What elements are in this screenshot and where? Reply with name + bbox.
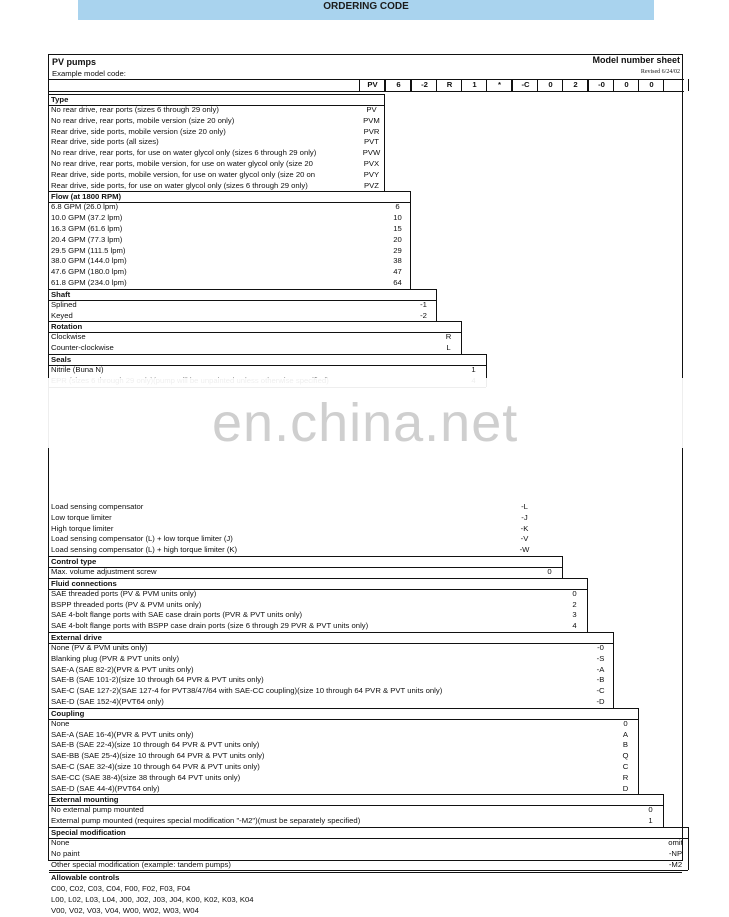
column-guide bbox=[562, 79, 563, 91]
option-label: SAE-BB (SAE 25-4)(size 10 through 64 PVR & PVT units only) bbox=[51, 751, 265, 761]
option-code: -NP bbox=[668, 848, 683, 858]
option-code: 64 bbox=[393, 278, 402, 287]
option-code: PVZ bbox=[364, 180, 379, 190]
header-code-cell: -2 bbox=[411, 79, 437, 91]
section-right-rule bbox=[562, 556, 563, 578]
control-option-label: Load sensing compensator (L) + high torque limiter (K) bbox=[51, 545, 238, 555]
option-code: 0 bbox=[572, 588, 577, 598]
option-label: 29.5 GPM (111.5 lpm) bbox=[51, 245, 126, 255]
section-right-rule bbox=[587, 578, 588, 632]
column-guide bbox=[384, 79, 385, 91]
section-right-rule bbox=[410, 191, 411, 288]
option-code: PVT bbox=[364, 137, 379, 147]
option-code: Q bbox=[622, 751, 629, 761]
option-code: -0 bbox=[597, 643, 604, 652]
column-guide bbox=[410, 79, 411, 91]
option-label: None bbox=[51, 718, 70, 728]
option-label: None (PV & PVM units only) bbox=[51, 643, 148, 652]
header-code-cell: PV bbox=[359, 79, 385, 91]
section-right-rule bbox=[613, 632, 614, 708]
option-code: -S bbox=[596, 653, 605, 663]
section-right-rule bbox=[638, 708, 639, 795]
option-code: 29 bbox=[393, 245, 402, 255]
model-number-sheet bbox=[48, 54, 683, 915]
option-label: 20.4 GPM (77.3 lpm) bbox=[51, 234, 123, 244]
option-code: -B bbox=[596, 675, 605, 685]
column-guide bbox=[436, 79, 437, 91]
column-guide bbox=[511, 79, 512, 91]
column-guide bbox=[663, 79, 664, 91]
control-option-label: Low torque limiter bbox=[51, 512, 112, 522]
option-code: 1 bbox=[471, 365, 476, 374]
option-code: PVY bbox=[363, 169, 380, 179]
column-guide bbox=[638, 79, 639, 91]
control-option-code: -L bbox=[521, 502, 528, 511]
column-guide bbox=[613, 79, 614, 91]
control-option-code: -W bbox=[519, 545, 530, 555]
option-label: Rear drive, side ports, mobile version, for use on water glycol only (size 20 on bbox=[51, 169, 316, 179]
option-label: BSPP threaded ports (PV & PVM units only) bbox=[51, 599, 202, 609]
option-label: None bbox=[51, 838, 70, 847]
option-code: R bbox=[445, 332, 452, 342]
option-label: No rear drive, rear ports (sizes 6 through 29 only) bbox=[51, 105, 219, 114]
header-code-cell: 0 bbox=[537, 79, 563, 91]
option-label: SAE 4-bolt flange ports with SAE case drain ports (PVR & PVT units only) bbox=[51, 610, 303, 620]
section-right-rule bbox=[461, 321, 462, 354]
header-code-cell: R bbox=[436, 79, 462, 91]
control-option-label: High torque limiter bbox=[51, 523, 114, 533]
option-label: No rear drive, rear ports, mobile version, for use on water glycol only (size 20 bbox=[51, 159, 313, 168]
option-label: 16.3 GPM (61.6 lpm) bbox=[51, 224, 123, 233]
header-code-cell: 2 bbox=[562, 79, 588, 91]
allowable-controls-line: V00, V02, V03, V04, W00, W02, W03, W04 bbox=[51, 906, 199, 915]
section-header: Fluid connections bbox=[49, 578, 587, 590]
option-code: -D bbox=[596, 697, 605, 706]
option-code: 6 bbox=[395, 202, 400, 212]
option-code: 0 bbox=[648, 805, 653, 815]
sheet-right-title: Model number sheet bbox=[592, 55, 680, 65]
option-code: -A bbox=[596, 664, 605, 674]
option-label: 47.6 GPM (180.0 lpm) bbox=[51, 267, 127, 277]
section-right-rule bbox=[384, 94, 385, 191]
ordering-code-banner: ORDERING CODE bbox=[78, 0, 654, 20]
header-code-cell: 0 bbox=[613, 79, 639, 91]
option-label: 10.0 GPM (37.2 lpm) bbox=[51, 213, 123, 223]
option-code: -C bbox=[596, 686, 605, 696]
option-code: C bbox=[622, 762, 629, 771]
header-code-cell: * bbox=[486, 79, 512, 91]
section-right-rule bbox=[663, 794, 664, 827]
option-label: SAE-A (SAE 82-2)(PVR & PVT units only) bbox=[51, 664, 194, 674]
option-label: Max. volume adjustment screw bbox=[51, 567, 157, 576]
option-label: Keyed bbox=[51, 310, 73, 320]
section-header: Seals bbox=[49, 354, 486, 366]
column-guide bbox=[587, 79, 588, 91]
option-code: 2 bbox=[572, 599, 577, 609]
watermark-text: en.china.net bbox=[212, 393, 519, 453]
header-rule bbox=[49, 79, 684, 80]
header-code-cell: -C bbox=[512, 79, 538, 91]
option-code: 0 bbox=[547, 567, 552, 576]
option-code: -1 bbox=[420, 299, 427, 309]
option-code: B bbox=[622, 740, 629, 750]
allowable-controls-title: Allowable controls bbox=[49, 872, 682, 883]
section-header: Control type bbox=[49, 556, 562, 568]
option-label: SAE-B (SAE 22-4)(size 10 through 64 PVR & PVT units only) bbox=[51, 740, 260, 750]
allowable-controls-line: C00, C02, C03, C04, F00, F02, F03, F04 bbox=[51, 884, 191, 894]
option-label: SAE-D (SAE 152-4)(PVT64 only) bbox=[51, 697, 164, 706]
option-label: Nitrile (Buna N) bbox=[51, 365, 104, 374]
option-label: Rear drive, side ports, mobile version (size 20 only) bbox=[51, 126, 226, 136]
option-code: omit bbox=[668, 838, 683, 847]
column-guide bbox=[486, 79, 487, 91]
column-guide bbox=[688, 79, 689, 91]
header-rule-bottom bbox=[49, 91, 684, 92]
option-code: 47 bbox=[393, 267, 402, 277]
option-code: 4 bbox=[572, 621, 577, 631]
section-header: Shaft bbox=[49, 289, 436, 301]
header-code-cell: -0 bbox=[588, 79, 614, 91]
option-label: Clockwise bbox=[51, 332, 86, 342]
option-code: 15 bbox=[393, 224, 402, 233]
option-code: D bbox=[622, 783, 629, 793]
option-label: Counter-clockwise bbox=[51, 343, 114, 353]
control-option-code: -J bbox=[521, 512, 528, 522]
section-header: Special modification bbox=[49, 827, 688, 839]
column-guide bbox=[461, 79, 462, 91]
allowable-controls-line: L00, L02, L03, L04, J00, J02, J03, J04, K00, K02, K03, K04 bbox=[51, 895, 254, 905]
option-label: 6.8 GPM (26.0 lpm) bbox=[51, 202, 119, 212]
option-code: R bbox=[622, 772, 629, 782]
header-code-cell: 0 bbox=[638, 79, 664, 91]
option-label: SAE-C (SAE 32-4)(size 10 through 64 PVR & PVT units only) bbox=[51, 762, 260, 771]
control-option-label: Load sensing compensator (L) + low torque limiter (J) bbox=[51, 534, 233, 544]
option-label: SAE-C (SAE 127-2)(SAE 127-4 for PVT38/47/64 with SAE-CC coupling)(size 10 through 64 PVR & PVT units only) bbox=[51, 686, 443, 696]
option-code: PVM bbox=[363, 115, 380, 125]
option-label: No rear drive, rear ports, mobile version (size 20 only) bbox=[51, 115, 235, 125]
option-label: No rear drive, rear ports, for use on water glycol only (sizes 6 through 29 only) bbox=[51, 148, 317, 158]
option-code: 1 bbox=[648, 816, 653, 826]
option-label: SAE-CC (SAE 38-4)(size 38 through 64 PVT units only) bbox=[51, 772, 241, 782]
option-code: PV bbox=[366, 105, 377, 114]
section-header: Type bbox=[49, 94, 384, 106]
section-header: External mounting bbox=[49, 794, 663, 806]
header-code-cell: 1 bbox=[461, 79, 487, 91]
section-right-rule bbox=[436, 289, 437, 322]
example-label: Example model code: bbox=[52, 69, 126, 78]
option-label: No external pump mounted bbox=[51, 805, 144, 815]
section-header: Flow (at 1800 RPM) bbox=[49, 191, 410, 203]
option-code: 38 bbox=[393, 256, 402, 266]
sheet-title: PV pumps bbox=[52, 57, 97, 67]
option-label: Rear drive, side ports, for use on water glycol only (sizes 6 through 29 only) bbox=[51, 180, 308, 190]
option-label: SAE-D (SAE 44-4)(PVT64 only) bbox=[51, 783, 160, 793]
option-label: Other special modification (example: tandem pumps) bbox=[51, 859, 231, 869]
option-code: 10 bbox=[393, 213, 402, 223]
control-option-code: -K bbox=[520, 523, 529, 533]
option-code: PVW bbox=[362, 148, 381, 158]
option-code: 0 bbox=[623, 718, 628, 728]
option-code: 20 bbox=[393, 234, 402, 244]
column-guide bbox=[537, 79, 538, 91]
option-label: Splined bbox=[51, 299, 77, 309]
option-code: PVR bbox=[363, 126, 380, 136]
section-header: Coupling bbox=[49, 708, 638, 720]
option-label: Blanking plug (PVR & PVT units only) bbox=[51, 653, 180, 663]
option-label: SAE threaded ports (PV & PVM units only) bbox=[51, 588, 197, 598]
section-header: Rotation bbox=[49, 321, 461, 333]
option-code: PVX bbox=[363, 159, 380, 168]
option-code: 3 bbox=[572, 610, 577, 620]
section-header: External drive bbox=[49, 632, 613, 644]
option-label: 61.8 GPM (234.0 lpm) bbox=[51, 278, 127, 287]
option-label: SAE-B (SAE 101-2)(size 10 through 64 PVR & PVT units only) bbox=[51, 675, 264, 685]
section-bottom-rule bbox=[49, 870, 688, 871]
option-label: SAE-A (SAE 16-4)(PVR & PVT units only) bbox=[51, 729, 194, 739]
revised-date: Revised 6/24/02 bbox=[640, 69, 680, 75]
option-label: No paint bbox=[51, 848, 80, 858]
section-right-rule bbox=[688, 827, 689, 870]
option-label: Rear drive, side ports (all sizes) bbox=[51, 137, 159, 147]
control-option-label: Load sensing compensator bbox=[51, 502, 144, 511]
header-code-cell: 6 bbox=[385, 79, 411, 91]
option-code: -2 bbox=[420, 310, 427, 320]
option-label: SAE 4-bolt flange ports with BSPP case drain ports (size 6 through 29 PVR & PVT units only) bbox=[51, 621, 369, 631]
control-option-code: -V bbox=[520, 534, 529, 544]
option-code: -M2 bbox=[668, 859, 683, 869]
option-code: L bbox=[446, 343, 451, 353]
option-label: External pump mounted (requires special modification "-M2")(must be separately specified) bbox=[51, 816, 361, 826]
option-label: 38.0 GPM (144.0 lpm) bbox=[51, 256, 127, 266]
option-code: A bbox=[622, 729, 629, 739]
